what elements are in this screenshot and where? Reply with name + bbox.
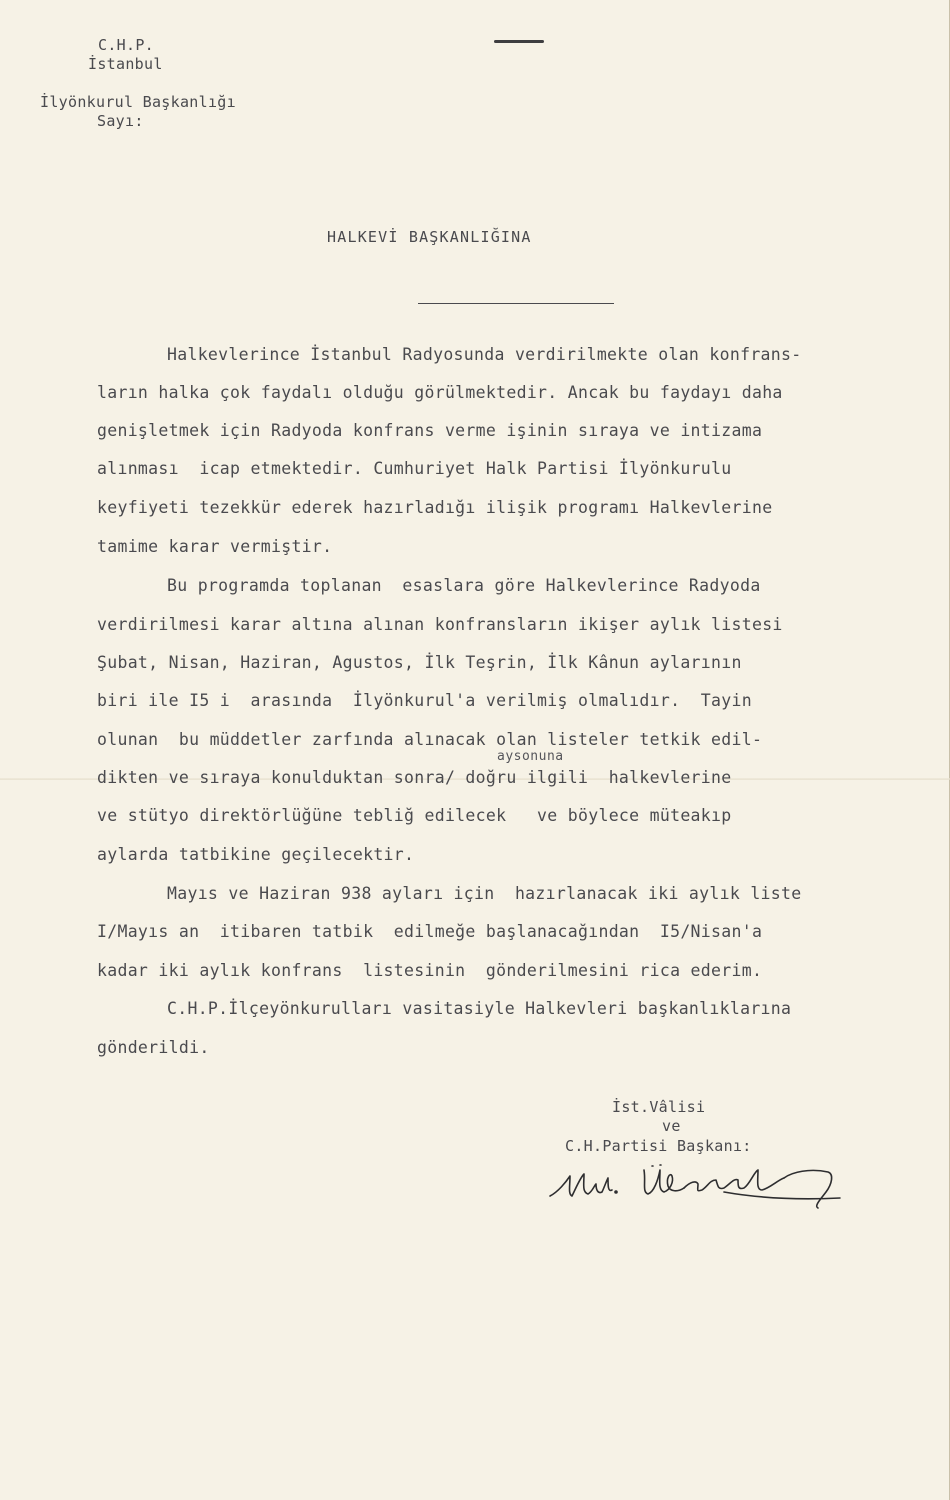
body-line: ların halka çok faydalı olduğu görülmektedir. Ancak bu faydayı daha (97, 383, 783, 402)
body-line: aylarda tatbikine geçilecektir. (97, 845, 415, 864)
body-line: alınması icap etmektedir. Cumhuriyet Halk Partisi İlyönkurulu (97, 459, 732, 478)
body-line: Bu programda toplanan esaslara göre Halkevlerince Radyoda (167, 576, 761, 595)
header-office: İlyönkurul Başkanlığı (40, 93, 236, 111)
body-line: ve stütyo direktörlüğüne tebliğ edilecek ve böylece müteakıp (97, 806, 732, 825)
header-city: İstanbul (88, 55, 163, 73)
body-line: biri ile I5 i arasında İlyönkurul'a verilmiş olmalıdır. Tayin (97, 691, 752, 710)
body-line: C.H.P.İlçeyönkurulları vasitasiyle Halkevleri başkanlıklarına (167, 999, 792, 1018)
signature-title-and: ve (662, 1117, 681, 1135)
body-line: gönderildi. (97, 1038, 210, 1057)
body-line: olunan bu müddetler zarfında alınacak olan listeler tetkik edil- (97, 730, 763, 749)
interline-insertion: aysonuna (497, 749, 564, 764)
signature-title-governor: İst.Vâlisi (612, 1098, 706, 1116)
body-line: tamime karar vermiştir. (97, 537, 333, 556)
body-line: I/Mayıs an itibaren tatbik edilmeğe başlanacağından I5/Nisan'a (97, 922, 763, 941)
document-title: HALKEVİ BAŞKANLIĞINA (327, 228, 532, 246)
header-number-label: Sayı: (97, 112, 144, 130)
body-line: kadar iki aylık konfrans listesinin gönderilmesini rica ederim. (97, 961, 763, 980)
body-line: Şubat, Nisan, Haziran, Agustos, İlk Teşrin, İlk Kânun aylarının (97, 653, 742, 672)
handwritten-signature (548, 1162, 848, 1222)
body-line: Mayıs ve Haziran 938 ayları için hazırlanacak iki aylık liste (167, 884, 802, 903)
title-underline (418, 303, 614, 304)
body-line: genişletmek için Radyoda konfrans verme işinin sıraya ve intizama (97, 421, 763, 440)
body-line: verdirilmesi karar altına alınan konfransların ikişer aylık listesi (97, 615, 783, 634)
ink-mark (494, 40, 544, 43)
signature-title-party: C.H.Partisi Başkanı: (565, 1137, 752, 1155)
body-line: dikten ve sıraya konulduktan sonra/ doğru ilgili halkevlerine (97, 768, 732, 787)
header-org: C.H.P. (98, 36, 154, 54)
body-line: keyfiyeti tezekkür ederek hazırladığı ilişik programı Halkevlerine (97, 498, 773, 517)
body-line: Halkevlerince İstanbul Radyosunda verdirilmekte olan konfrans- (167, 345, 802, 364)
